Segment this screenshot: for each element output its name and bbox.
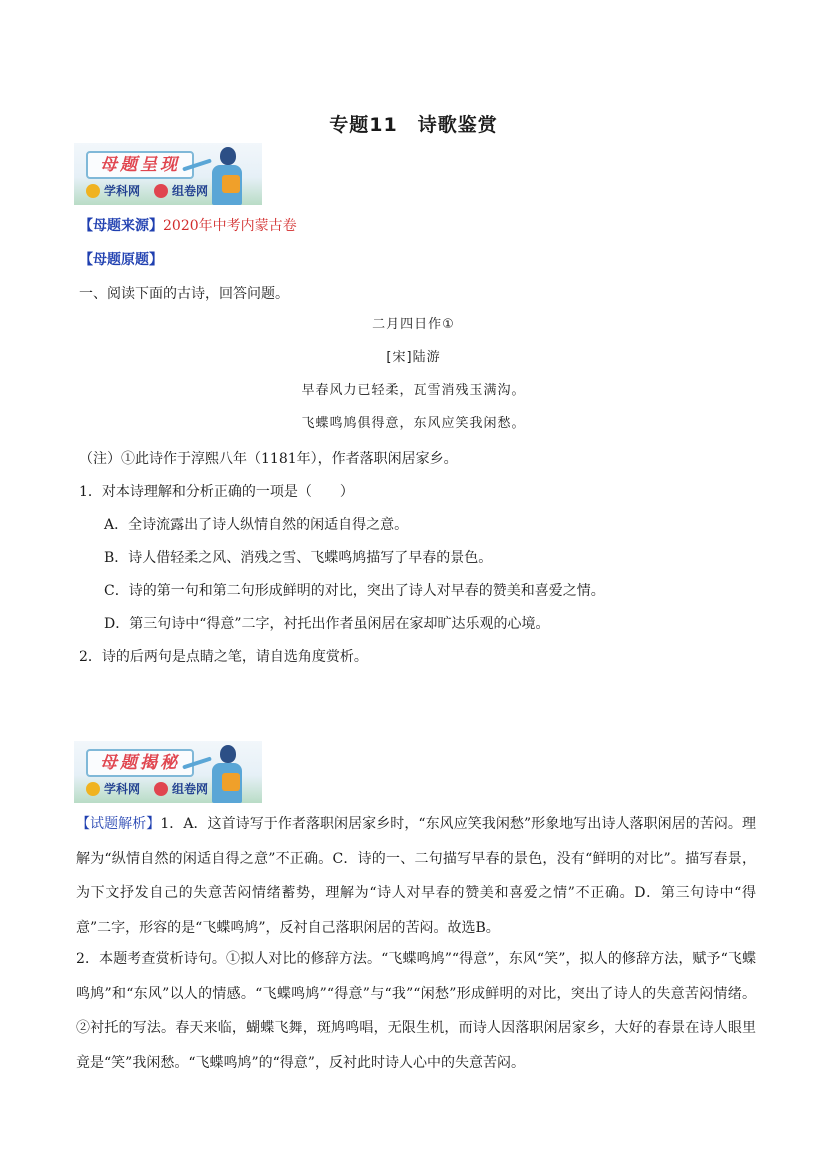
question-intro: 一、阅读下面的古诗，回答问题。 (79, 286, 289, 302)
banner-label: 母题呈现 (100, 155, 180, 175)
banner-label: 母题揭秘 (100, 753, 180, 773)
question-2: 2．诗的后两句是点睛之笔，请自选角度赏析。 (79, 649, 368, 665)
logo-icon (154, 184, 168, 198)
question-1: 1．对本诗理解和分析正确的一项是（ ） (79, 484, 354, 500)
banner-image (74, 143, 262, 205)
note: （注）①此诗作于淳熙八年（1181年），作者落职闲居家乡。 (79, 451, 458, 467)
original-label-line (79, 250, 759, 270)
poem-line-1: 早春风力已轻柔，瓦雪消残玉满沟。 (301, 383, 526, 398)
source-line (79, 216, 759, 236)
source-label: 【母题来源】 (79, 218, 163, 234)
option-b: B．诗人借轻柔之风、消残之雪、飞蝶鸣鸠描写了早春的景色。 (104, 550, 493, 566)
logo-right: 组卷网 (172, 184, 209, 198)
poem-line-2: 飞蝶鸣鸠俱得意，东风应笑我闲愁。 (301, 416, 526, 431)
analysis-paragraph-1 (76, 807, 756, 945)
banner-frame (86, 749, 194, 777)
analysis-paragraph-2 (76, 942, 756, 1080)
option-a: A．全诗流露出了诗人纵情自然的闲适自得之意。 (104, 517, 409, 533)
teacher-figure-icon (204, 745, 248, 803)
source-value: 2020年中考内蒙古卷 (163, 218, 297, 234)
analysis-text-2: 2．本题考查赏析诗句。①拟人对比的修辞方法。“飞蝶鸣鸠”“得意”，东风“笑”，拟人的修辞方法，赋予“飞蝶鸣鸠”和“东风”以人的情感。“飞蝶鸣鸠”“得意”与“我”“闲愁”形成鲜明的对比，突出了诗人的失意苦闷情绪。②衬托的写法。春天来临，蝴蝶飞舞，斑鸠鸣唱，无限生机，而诗人因落职闲居家乡，大好的春景在诗人眼里竟是“笑”我闲愁。“飞蝶鸣鸠”的“得意”，反衬此时诗人心中的失意苦闷。 (76, 951, 756, 1071)
logo-icon (154, 782, 168, 796)
logo-icon (86, 782, 100, 796)
analysis-text-1: 1．A．这首诗写于作者落职闲居家乡时，“东风应笑我闲愁”形象地写出诗人落职闲居的苦闷。理解为“纵情自然的闲适自得之意”不正确。C．诗的一、二句描写早春的景色，没有“鲜明的对比”。描写春景，为下文抒发自己的失意苦闷情绪蓄势，理解为“诗人对早春的赞美和喜爱之情”不正确。D．第三句诗中“得意”二字，形容的是“飞蝶鸣鸠”，反衬自己落职闲居的苦闷。故选B。 (76, 816, 756, 936)
poem-title: 二月四日作① (372, 317, 455, 332)
analysis-label: 【试题解析】 (76, 816, 161, 832)
logo-left: 学科网 (104, 782, 141, 796)
poem-author: [宋]陆游 (386, 350, 441, 365)
logo-right: 组卷网 (172, 782, 209, 796)
option-d: D．第三句诗中“得意”二字，衬托出作者虽闲居在家却旷达乐观的心境。 (104, 616, 550, 632)
teacher-figure-icon (204, 147, 248, 205)
banner-frame (86, 151, 194, 179)
option-c: C．诗的第一句和第二句形成鲜明的对比，突出了诗人对早春的赞美和喜爱之情。 (104, 583, 605, 599)
banner-image (74, 741, 262, 803)
logo-icon (86, 184, 100, 198)
page-title: 专题11 诗歌鉴赏 (329, 114, 498, 136)
original-label: 【母题原题】 (79, 252, 163, 268)
logo-left: 学科网 (104, 184, 141, 198)
